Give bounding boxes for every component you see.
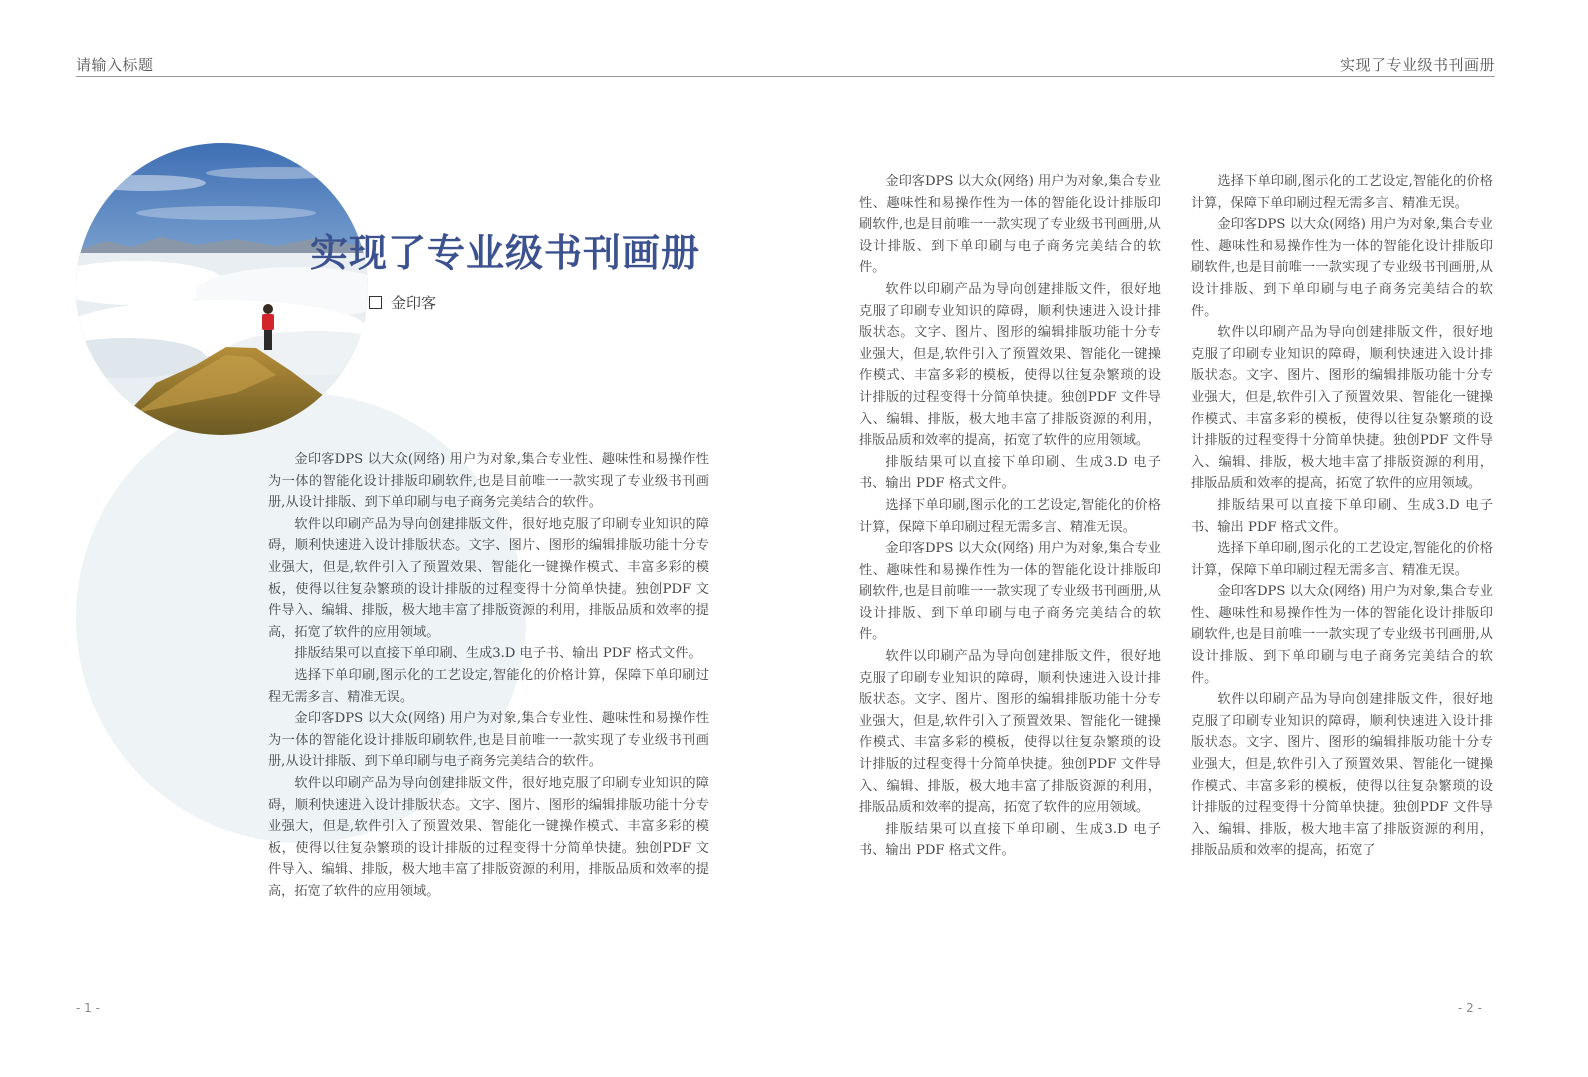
page-number-right: - 2 - bbox=[1458, 1001, 1482, 1015]
paragraph: 软件以印刷产品为导向创建排版文件，很好地克服了印刷专业知识的障碍，顺利快速进入设计排版状态。文字、图片、图形的编辑排版功能十分专业强大，但是,软件引入了预置效果、智能化一键操作模式、丰富多彩的模板，使得以往复杂繁琐的设计排版的过程变得十分简单快捷。独创PDF 文件导入、编辑、排版，极大地丰富了排版资源的利用，排版品质和效率的提高，拓宽了软件的应用领域。 bbox=[1191, 325, 1493, 492]
article-photo bbox=[76, 143, 368, 435]
paragraph: 软件以印刷产品为导向创建排版文件，很好地克服了印刷专业知识的障碍，顺利快速进入设计排版状态。文字、图片、图形的编辑排版功能十分专业强大，但是,软件引入了预置效果、智能化一键操作模式、丰富多彩的模板，使得以往复杂繁琐的设计排版的过程变得十分简单快捷。独创PDF 文件导入、编辑、排版，极大地丰富了排版资源的利用，排版品质和效率的提高，拓宽了软件的应用领域。 bbox=[859, 281, 1161, 449]
text-column-3 bbox=[1191, 171, 1493, 931]
paragraph: 金印客DPS 以大众(网络) 用户为对象,集合专业性、趣味性和易操作性为一体的智能化设计排版印刷软件,也是目前唯一一款实现了专业级书刊画册,从设计排版、到下单印刷与电子商务完美结合的软件。 bbox=[268, 711, 709, 770]
paragraph: 金印客DPS 以大众(网络) 用户为对象,集合专业性、趣味性和易操作性为一体的智能化设计排版印刷软件,也是目前唯一一款实现了专业级书刊画册,从设计排版、到下单印刷与电子商务完美结合的软件。 bbox=[859, 541, 1161, 643]
paragraph: 金印客DPS 以大众(网络) 用户为对象,集合专业性、趣味性和易操作性为一体的智能化设计排版印刷软件,也是目前唯一一款实现了专业级书刊画册,从设计排版、到下单印刷与电子商务完美结合的软件。 bbox=[1191, 217, 1493, 319]
byline bbox=[369, 292, 436, 313]
paragraph: 金印客DPS 以大众(网络) 用户为对象,集合专业性、趣味性和易操作性为一体的智能化设计排版印刷软件,也是目前唯一一款实现了专业级书刊画册,从设计排版、到下单印刷与电子商务完美结合的软件。 bbox=[1191, 584, 1493, 686]
paragraph: 选择下单印刷,图示化的工艺设定,智能化的价格计算，保障下单印刷过程无需多言、精准无误。 bbox=[1191, 174, 1493, 211]
paragraph: 选择下单印刷,图示化的工艺设定,智能化的价格计算，保障下单印刷过程无需多言、精准无误。 bbox=[859, 497, 1161, 535]
paragraph: 选择下单印刷,图示化的工艺设定,智能化的价格计算，保障下单印刷过程无需多言、精准无误。 bbox=[1191, 541, 1493, 578]
paragraph: 金印客DPS 以大众(网络) 用户为对象,集合专业性、趣味性和易操作性为一体的智能化设计排版印刷软件,也是目前唯一一款实现了专业级书刊画册,从设计排版、到下单印刷与电子商务完美结合的软件。 bbox=[859, 174, 1161, 276]
article-headline: 实现了专业级书刊画册 bbox=[310, 231, 701, 275]
text-column-1 bbox=[268, 449, 709, 927]
paragraph: 软件以印刷产品为导向创建排版文件，很好地克服了印刷专业知识的障碍，顺利快速进入设计排版状态。文字、图片、图形的编辑排版功能十分专业强大，但是,软件引入了预置效果、智能化一键操作模式、丰富多彩的模板，使得以往复杂繁琐的设计排版的过程变得十分简单快捷。独创PDF 文件导入、编辑、排版，极大地丰富了排版资源的利用，排版品质和效率的提高，拓宽了 bbox=[1191, 692, 1493, 859]
paragraph: 软件以印刷产品为导向创建排版文件，很好地克服了印刷专业知识的障碍，顺利快速进入设计排版状态。文字、图片、图形的编辑排版功能十分专业强大，但是,软件引入了预置效果、智能化一键操作模式、丰富多彩的模板，使得以往复杂繁琐的设计排版的过程变得十分简单快捷。独创PDF 文件导入、编辑、排版，极大地丰富了排版资源的利用，排版品质和效率的提高，拓宽了软件的应用领域。 bbox=[268, 775, 709, 899]
paragraph: 排版结果可以直接下单印刷、生成3.D 电子书、输出 PDF 格式文件。 bbox=[859, 454, 1161, 492]
paragraph: 软件以印刷产品为导向创建排版文件，很好地克服了印刷专业知识的障碍，顺利快速进入设计排版状态。文字、图片、图形的编辑排版功能十分专业强大，但是,软件引入了预置效果、智能化一键操作模式、丰富多彩的模板，使得以往复杂繁琐的设计排版的过程变得十分简单快捷。独创PDF 文件导入、编辑、排版，极大地丰富了排版资源的利用，排版品质和效率的提高，拓宽了软件的应用领域。 bbox=[859, 649, 1161, 816]
author-name: 金印客 bbox=[391, 294, 437, 312]
paragraph: 排版结果可以直接下单印刷、生成3.D 电子书、输出 PDF 格式文件。 bbox=[294, 646, 702, 662]
paragraph: 排版结果可以直接下单印刷、生成3.D 电子书、输出 PDF 格式文件。 bbox=[859, 821, 1161, 859]
paragraph: 选择下单印刷,图示化的工艺设定,智能化的价格计算，保障下单印刷过程无需多言、精准无误。 bbox=[268, 667, 709, 705]
mountain-photo-illustration bbox=[76, 143, 368, 435]
running-head-right: 实现了专业级书刊画册 bbox=[1339, 56, 1495, 74]
header-rule bbox=[76, 76, 1495, 77]
text-column-2 bbox=[859, 171, 1161, 931]
square-bullet-icon bbox=[369, 296, 382, 309]
running-head-left: 请输入标题 bbox=[76, 56, 154, 74]
paragraph: 排版结果可以直接下单印刷、生成3.D 电子书、输出 PDF 格式文件。 bbox=[1191, 497, 1493, 535]
page-number-left: - 1 - bbox=[76, 1001, 100, 1015]
paragraph: 金印客DPS 以大众(网络) 用户为对象,集合专业性、趣味性和易操作性为一体的智能化设计排版印刷软件,也是目前唯一一款实现了专业级书刊画册,从设计排版、到下单印刷与电子商务完美结合的软件。 bbox=[268, 452, 709, 511]
paragraph: 软件以印刷产品为导向创建排版文件，很好地克服了印刷专业知识的障碍，顺利快速进入设计排版状态。文字、图片、图形的编辑排版功能十分专业强大，但是,软件引入了预置效果、智能化一键操作模式、丰富多彩的模板，使得以往复杂繁琐的设计排版的过程变得十分简单快捷。独创PDF 文件导入、编辑、排版，极大地丰富了排版资源的利用，排版品质和效率的提高，拓宽了软件的应用领域。 bbox=[268, 516, 709, 640]
